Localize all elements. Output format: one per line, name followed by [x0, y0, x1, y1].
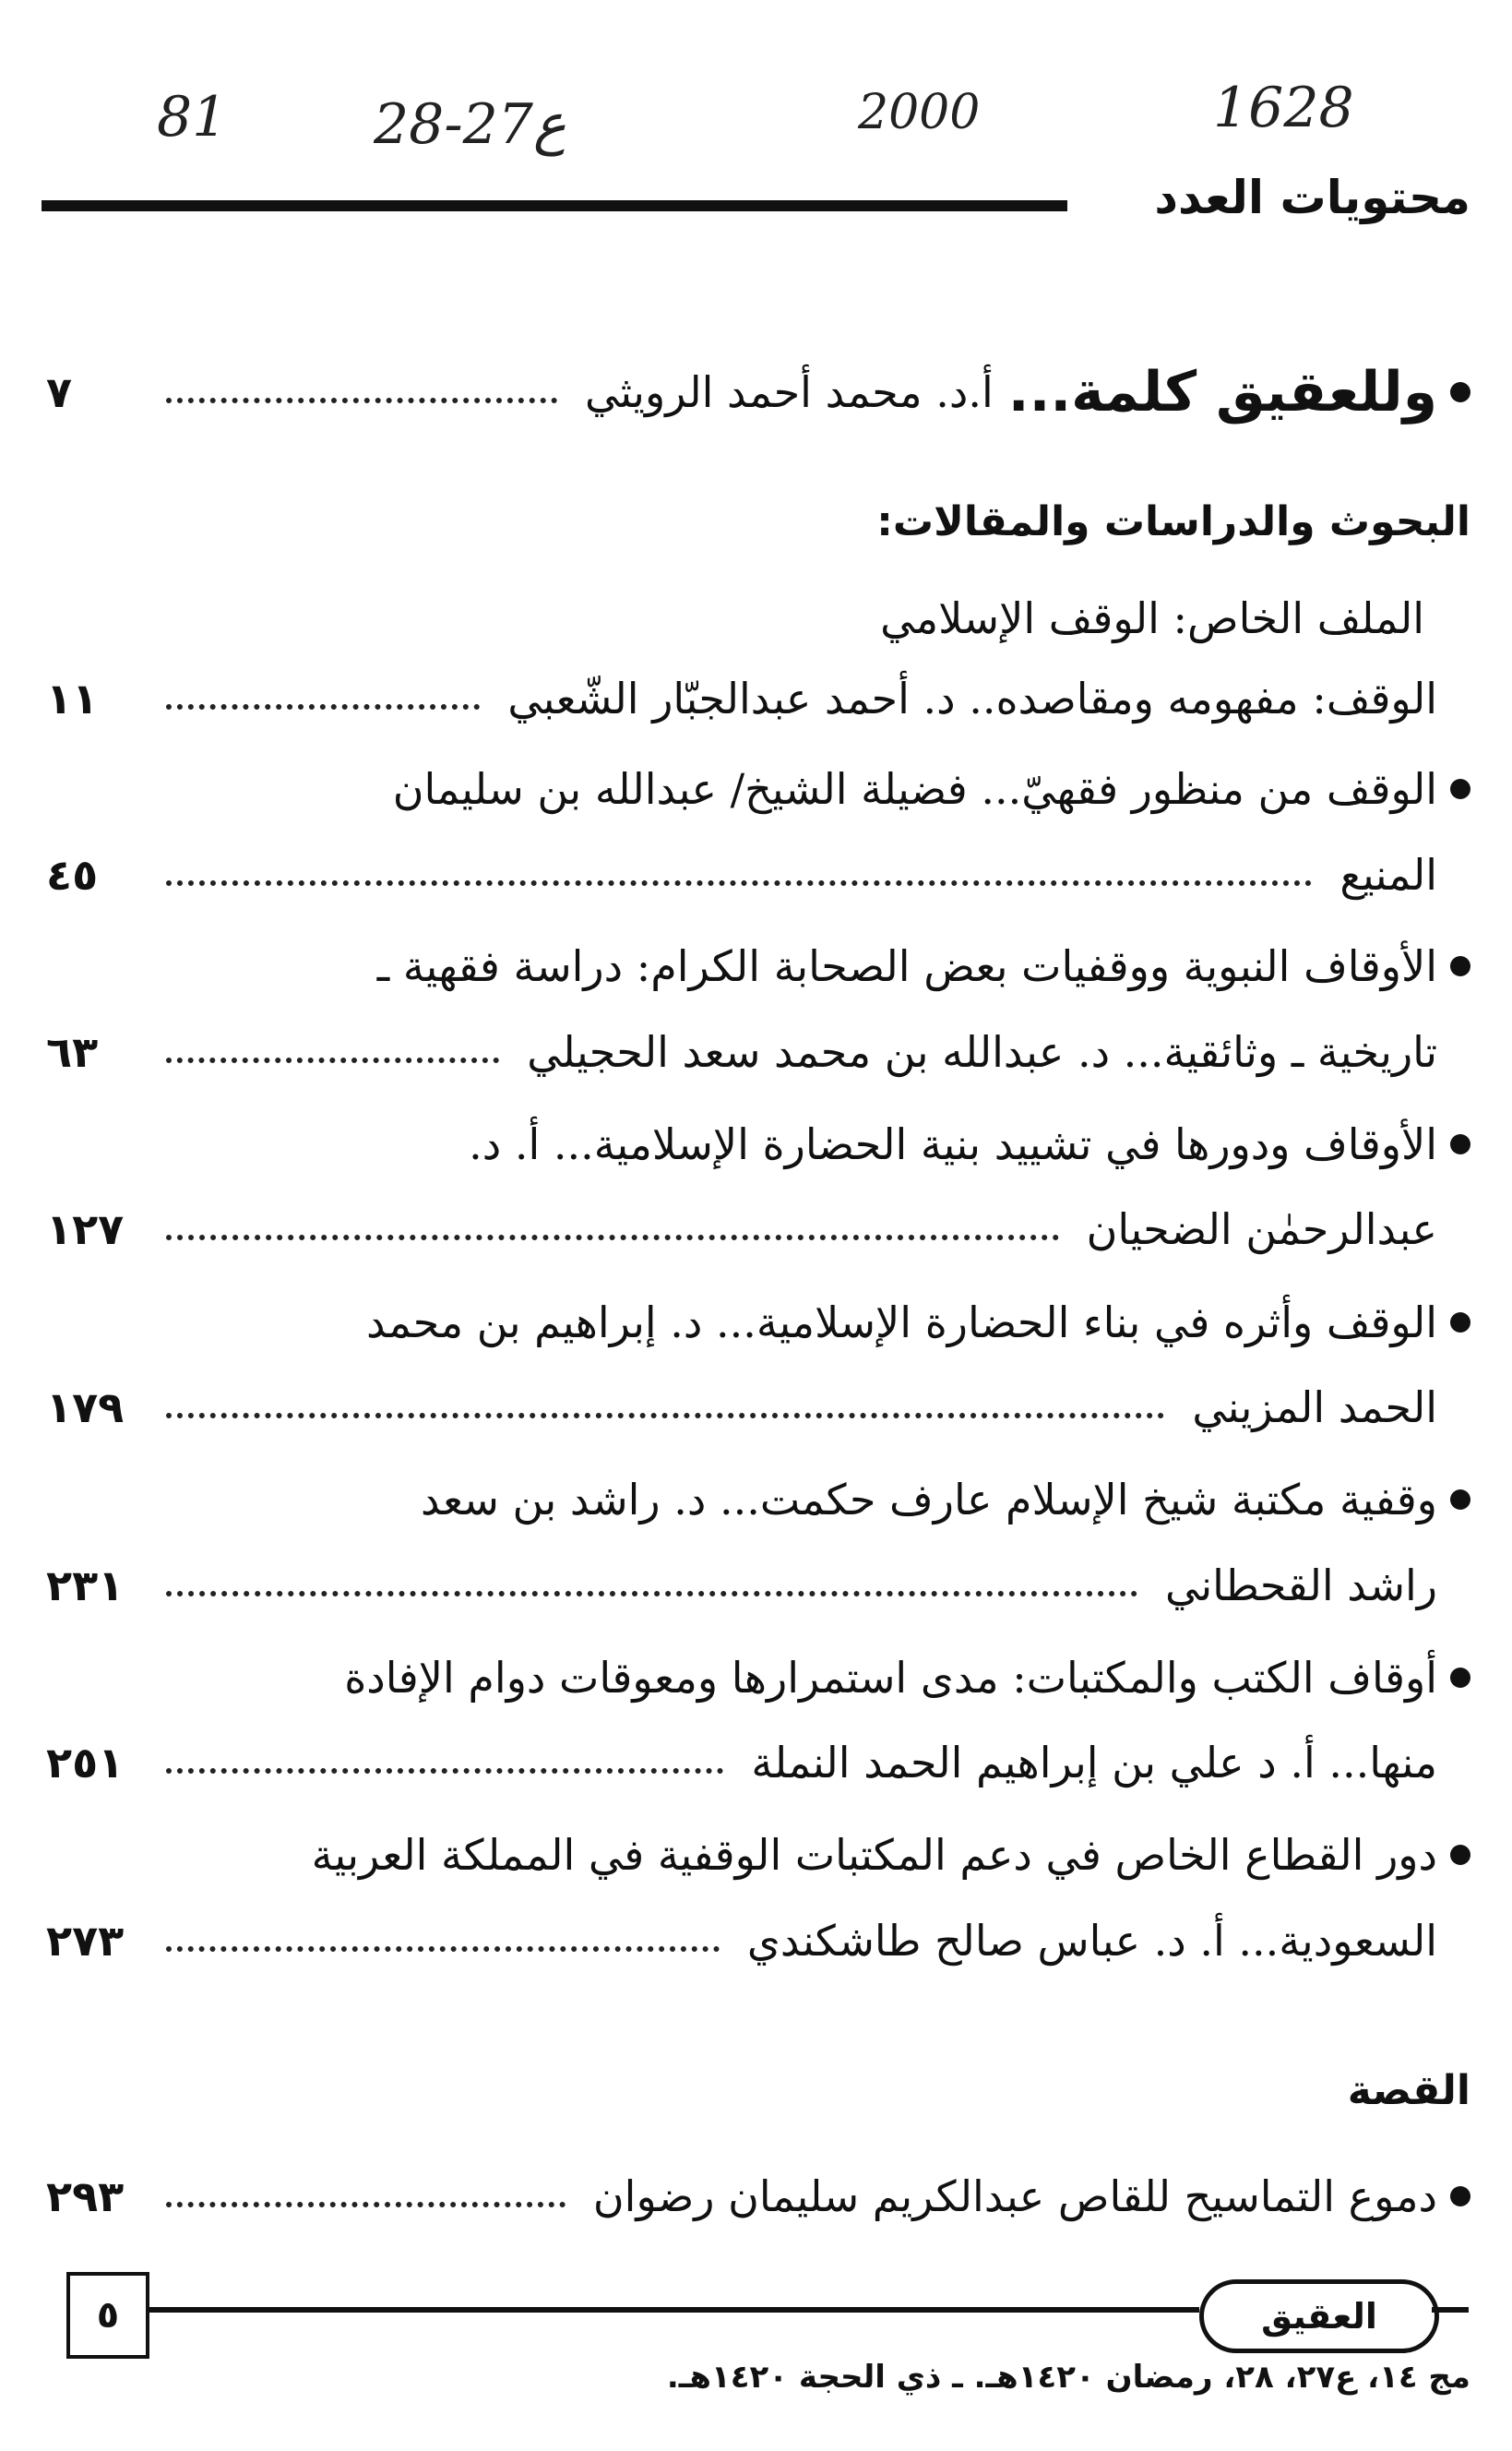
- dot-leader: [166, 1058, 499, 1063]
- toc-entry-continuation[interactable]: [46, 1015, 1470, 1089]
- special-file-heading: [46, 581, 1424, 655]
- dot-leader: [166, 1235, 1059, 1240]
- bullet-icon: [1450, 1312, 1470, 1333]
- entry-title-continued: الحمد المزيني: [1192, 1382, 1437, 1432]
- page-number: ٢٥١: [46, 1738, 125, 1787]
- handwritten-note-2: 28-27ع: [374, 92, 566, 157]
- page-number: ٦٣: [46, 1027, 99, 1077]
- editorial-title: وللعقيق كلمة...: [1007, 360, 1437, 424]
- page-number: ٤٥: [46, 850, 99, 900]
- bullet-icon: [1450, 382, 1470, 402]
- page-number: ١١: [46, 674, 99, 723]
- footer-divider-end: [1432, 2307, 1469, 2313]
- toc-entry-continuation[interactable]: [46, 1904, 1470, 1978]
- section-heading-story: القصة: [1347, 2067, 1470, 2114]
- toc-entry-line[interactable]: [46, 929, 1470, 1003]
- toc-entry-line[interactable]: [46, 662, 1470, 735]
- toc-entry-line[interactable]: [46, 1641, 1470, 1715]
- entry-title: الأوقاف النبوية ووقفيات بعض الصحابة الكرام: دراسة فقهية ـ: [376, 941, 1437, 991]
- bullet-icon: [1450, 1489, 1470, 1510]
- editorial-entry[interactable]: [46, 351, 1470, 434]
- entry-title: الأوقاف ودورها في تشييد بنية الحضارة الإسلامية... أ. د.: [469, 1119, 1437, 1169]
- entry-title-continued: المنيع: [1339, 850, 1437, 900]
- toc-entry-continuation[interactable]: [46, 838, 1470, 912]
- toc-entry-line[interactable]: [46, 1107, 1470, 1181]
- dot-leader: [166, 704, 480, 710]
- entry-title-continued: راشد القحطاني: [1165, 1560, 1437, 1610]
- page-number: ٢٩٣: [46, 2171, 125, 2221]
- handwritten-note-1: 81: [157, 85, 228, 149]
- section-heading-research: البحوث والدراسات والمقالات:: [876, 498, 1470, 545]
- journal-logo: العقيق: [1199, 2279, 1439, 2353]
- page-number: ٧: [46, 367, 73, 417]
- entry-title: الوقف وأثره في بناء الحضارة الإسلامية... د. إبراهيم بن محمد: [366, 1297, 1437, 1347]
- header-divider: [42, 200, 1067, 211]
- page-number: ١٧٩: [46, 1382, 125, 1432]
- entry-title: دور القطاع الخاص في دعم المكتبات الوقفية في المملكة العربية: [311, 1830, 1437, 1880]
- page-number: ١٢٧: [46, 1204, 125, 1254]
- toc-entry-line[interactable]: [46, 1285, 1470, 1359]
- handwritten-note-3: 2000: [858, 85, 981, 140]
- dot-leader: [166, 1591, 1137, 1596]
- entry-title-continued: تاريخية ـ وثائقية... د. عبدالله بن محمد سعد الحجيلي: [527, 1027, 1437, 1077]
- toc-entry-continuation[interactable]: [46, 1548, 1470, 1622]
- bullet-icon: [1450, 1134, 1470, 1154]
- page-number: ٢٣١: [46, 1560, 125, 1610]
- dot-leader: [166, 1413, 1164, 1418]
- dot-leader: [166, 398, 557, 403]
- dot-leader: [166, 1946, 720, 1952]
- bullet-icon: [1450, 1668, 1470, 1688]
- entry-title: الوقف: مفهومه ومقاصده.. د. أحمد عبدالجبّار الشّعبي: [507, 674, 1437, 723]
- issue-info: مج ١٤، ع٢٧، ٢٨، رمضان ١٤٢٠هـ. ـ ذي الحجة ١٤٢٠هـ.: [666, 2359, 1470, 2396]
- bullet-icon: [1450, 779, 1470, 799]
- entry-title-continued: منها... أ. د علي بن إبراهيم الحمد النملة: [751, 1738, 1437, 1787]
- entry-title-continued: عبدالرحمٰن الضحيان: [1086, 1204, 1437, 1254]
- special-file-label: الملف الخاص: الوقف الإسلامي: [880, 593, 1424, 643]
- story-entry[interactable]: [46, 2159, 1470, 2233]
- toc-entry-line[interactable]: [46, 1818, 1470, 1892]
- toc-entry-line[interactable]: [46, 1463, 1470, 1536]
- bullet-icon: [1450, 2186, 1470, 2206]
- entry-title: الوقف من منظور فقهيّ... فضيلة الشيخ/ عبدالله بن سليمان: [392, 764, 1437, 814]
- page-title: محتويات العدد: [1154, 171, 1470, 224]
- editorial-author: أ.د. محمد أحمد الرويثي: [584, 367, 994, 417]
- bullet-icon: [1450, 956, 1470, 976]
- dot-leader: [166, 880, 1312, 886]
- toc-entry-continuation[interactable]: [46, 1726, 1470, 1799]
- story-title: دموع التماسيح للقاص عبدالكريم سليمان رضوان: [592, 2171, 1437, 2221]
- toc-entry-continuation[interactable]: [46, 1370, 1470, 1444]
- entry-title: أوقاف الكتب والمكتبات: مدى استمرارها ومعوقات دوام الإفادة: [344, 1653, 1437, 1703]
- entry-title: وقفية مكتبة شيخ الإسلام عارف حكمت... د. راشد بن سعد: [420, 1475, 1437, 1524]
- dot-leader: [166, 1768, 723, 1774]
- footer-page-number: ٥: [66, 2272, 149, 2359]
- dot-leader: [166, 2202, 566, 2207]
- bullet-icon: [1450, 1845, 1470, 1865]
- toc-entry-line[interactable]: [46, 752, 1470, 826]
- toc-entry-continuation[interactable]: [46, 1192, 1470, 1266]
- handwritten-note-4: 1628: [1213, 76, 1354, 140]
- entry-title-continued: السعودية... أ. د. عباس صالح طاشكندي: [746, 1916, 1437, 1966]
- footer-divider: [148, 2307, 1199, 2313]
- page-number: ٢٧٣: [46, 1916, 125, 1966]
